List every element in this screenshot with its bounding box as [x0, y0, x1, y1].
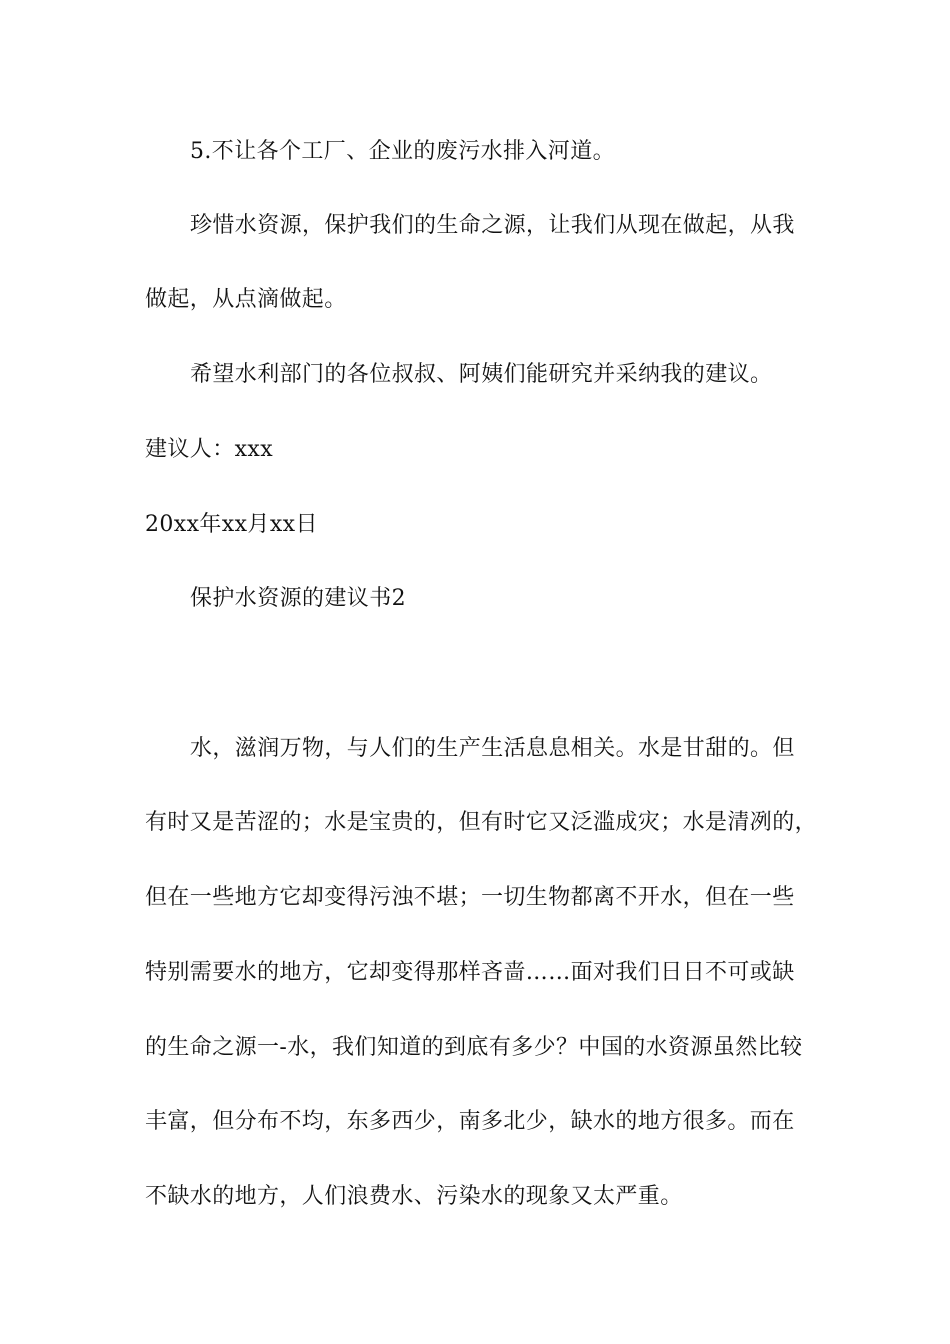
paragraph-line: 丰富，但分布不均，东多西少，南多北少，缺水的地方很多。而在 — [145, 1109, 795, 1134]
paragraph-line: 有时又是苦涩的；水是宝贵的，但有时它又泛滥成灾；水是清冽的， — [145, 810, 818, 835]
paragraph-line: 做起，从点滴做起。 — [145, 287, 347, 312]
section-title: 保护水资源的建议书2 — [190, 586, 406, 611]
paragraph-line: 5.不让各个工厂、企业的废污水排入河道。 — [190, 139, 615, 164]
paragraph-line: 但在一些地方它却变得污浊不堪；一切生物都离不开水，但在一些 — [145, 885, 795, 910]
paragraph-line: 珍惜水资源，保护我们的生命之源，让我们从现在做起，从我 — [190, 213, 795, 238]
paragraph-line: 特别需要水的地方，它却变得那样吝啬……面对我们日日不可或缺 — [145, 960, 795, 985]
paragraph-line: 希望水利部门的各位叔叔、阿姨们能研究并采纳我的建议。 — [190, 362, 773, 387]
paragraph-line: 不缺水的地方，人们浪费水、污染水的现象又太严重。 — [145, 1184, 683, 1209]
date-line: 20xx年xx月xx日 — [145, 512, 318, 537]
signature-line: 建议人：xxx — [145, 437, 274, 462]
paragraph-line: 水，滋润万物，与人们的生产生活息息相关。水是甘甜的。但 — [190, 736, 795, 761]
paragraph-line: 的生命之源一-水，我们知道的到底有多少？中国的水资源虽然比较 — [145, 1035, 803, 1060]
